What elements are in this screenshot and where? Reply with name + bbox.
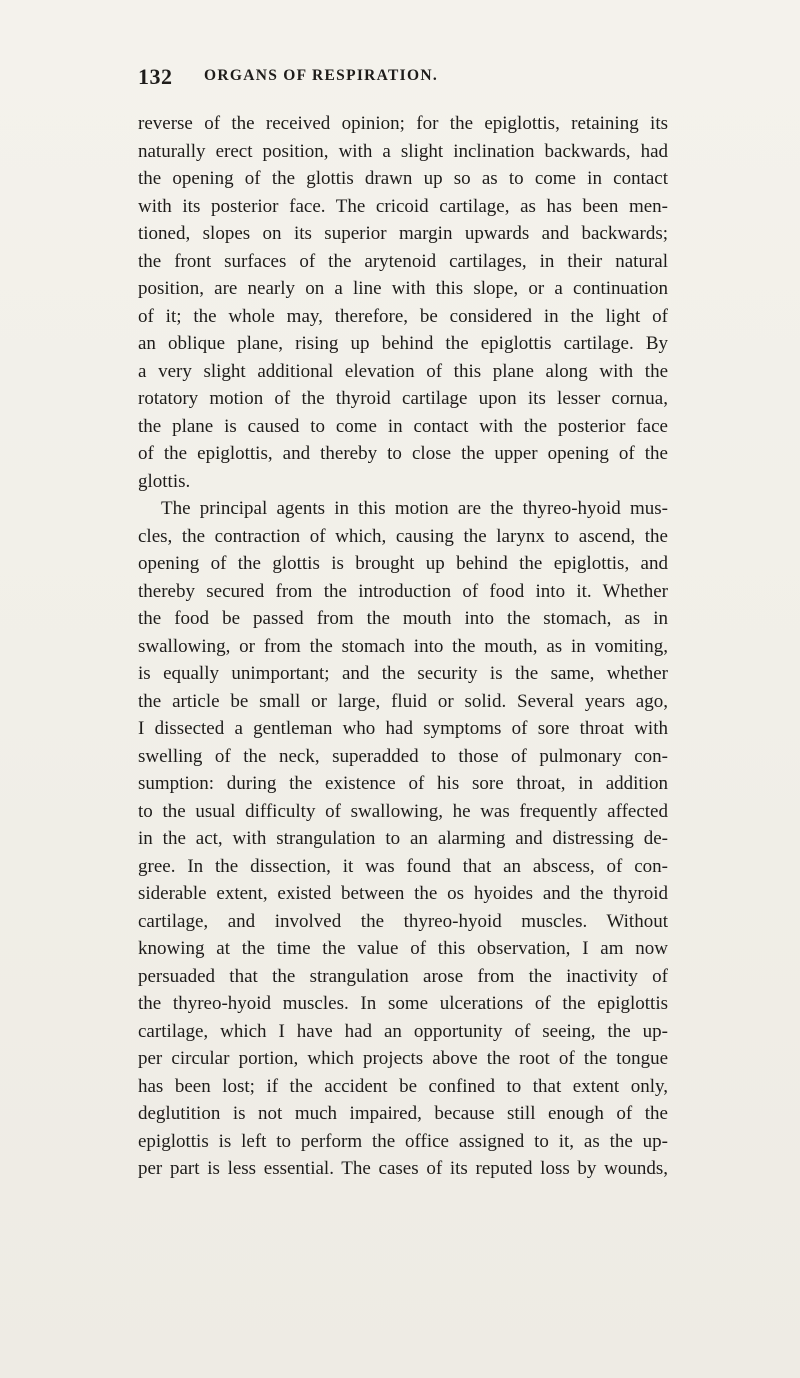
text-line: the thyreo-hyoid muscles. In some ulcerations of the epiglottis: [138, 993, 668, 1014]
text-line: thereby secured from the introduction of food into it. Whether: [138, 580, 668, 602]
text-line: naturally erect position, with a slight inclination backwards, had: [138, 140, 668, 162]
text-line: of the epiglottis, and thereby to close the upper opening of the: [138, 443, 668, 464]
text-line: per part is less essential. The cases of its reputed loss by wounds,: [138, 1158, 668, 1179]
text-line: cartilage, and involved the thyreo-hyoid muscles. Without: [138, 910, 668, 932]
text-line: is equally unimportant; and the security is the same, whether: [138, 663, 668, 684]
body-text: [138, 110, 668, 1183]
text-line: I dissected a gentleman who had symptoms of sore throat with: [138, 718, 668, 739]
text-line: to the usual difficulty of swallowing, he was frequently affected: [138, 800, 668, 822]
text-line: the food be passed from the mouth into the stomach, as in: [138, 608, 668, 629]
text-line: opening of the glottis is brought up behind the epiglottis, and: [138, 553, 668, 574]
text-line: cles, the contraction of which, causing the larynx to ascend, the: [138, 525, 668, 547]
text-line: of it; the whole may, therefore, be considered in the light of: [138, 305, 668, 327]
text-line: tioned, slopes on its superior margin upwards and backwards;: [138, 223, 668, 244]
running-title: ORGANS OF RESPIRATION.: [204, 67, 438, 84]
text-line: per circular portion, which projects above the root of the tongue: [138, 1048, 668, 1069]
text-line: cartilage, which I have had an opportunity of seeing, the up-: [138, 1020, 668, 1042]
text-line: epiglottis is left to perform the office assigned to it, as the up-: [138, 1130, 668, 1152]
text-line: in the act, with strangulation to an alarming and distressing de-: [138, 828, 668, 849]
text-line: has been lost; if the accident be confined to that extent only,: [138, 1075, 668, 1097]
text-line: siderable extent, existed between the os hyoides and the thyroid: [138, 883, 668, 904]
text-line: the opening of the glottis drawn up so as to come in contact: [138, 168, 668, 189]
text-line: swelling of the neck, superadded to those of pulmonary con-: [138, 745, 668, 767]
text-line: rotatory motion of the thyroid cartilage upon its lesser cornua,: [138, 388, 668, 409]
text-line: swallowing, or from the stomach into the mouth, as in vomiting,: [138, 635, 668, 657]
page-number: 132: [138, 64, 173, 89]
text-line: position, are nearly on a line with this slope, or a continuation: [138, 278, 668, 299]
text-line: sumption: during the existence of his sore throat, in addition: [138, 773, 668, 794]
text-line: the plane is caused to come in contact with the posterior face: [138, 415, 668, 437]
text-line: with its posterior face. The cricoid cartilage, as has been men-: [138, 195, 668, 217]
running-head: [138, 64, 668, 94]
text-line: gree. In the dissection, it was found that an abscess, of con-: [138, 855, 668, 877]
text-line: deglutition is not much impaired, because still enough of the: [138, 1103, 668, 1124]
text-line: an oblique plane, rising up behind the epiglottis cartilage. By: [138, 333, 668, 354]
text-line: the article be small or large, fluid or solid. Several years ago,: [138, 690, 668, 712]
paragraph-start-line: The principal agents in this motion are the thyreo-hyoid mus-: [161, 498, 668, 519]
text-line: a very slight additional elevation of this plane along with the: [138, 360, 668, 382]
text-line: reverse of the received opinion; for the epiglottis, retaining its: [138, 113, 668, 134]
text-line: persuaded that the strangulation arose from the inactivity of: [138, 965, 668, 987]
text-line: knowing at the time the value of this observation, I am now: [138, 938, 668, 959]
text-line: the front surfaces of the arytenoid cartilages, in their natural: [138, 250, 668, 272]
paragraph-end-line: glottis.: [138, 470, 191, 492]
